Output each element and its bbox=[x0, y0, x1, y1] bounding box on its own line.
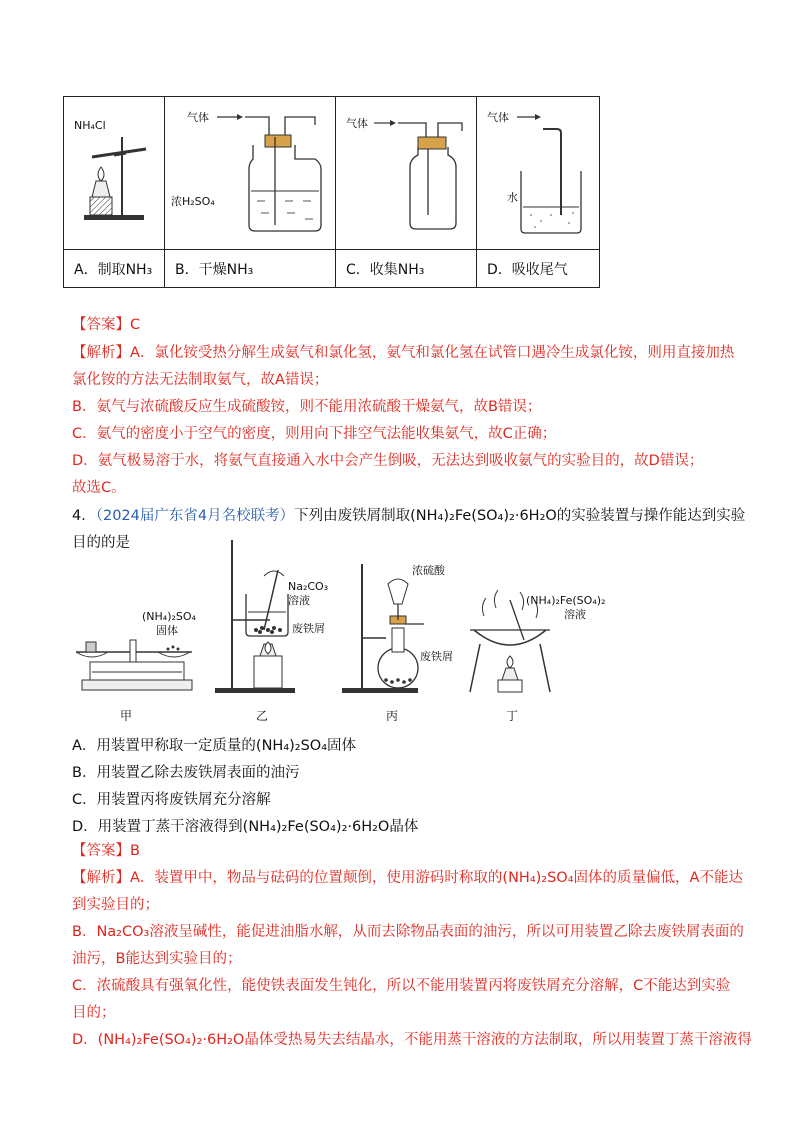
bing-scrap-label: 废铁屑 bbox=[420, 650, 453, 663]
gas-label-c: 气体 bbox=[346, 117, 368, 130]
jia-caption: 甲 bbox=[120, 709, 133, 723]
ding-salt-label: (NH₄)₂Fe(SO₄)₂ bbox=[526, 594, 606, 607]
cell-c-figure bbox=[336, 97, 477, 250]
beaker-heating-figure bbox=[215, 540, 328, 723]
yi-scrap-label: 废铁屑 bbox=[292, 622, 325, 635]
ding-caption: 丁 bbox=[506, 709, 519, 723]
jia-solid-label: 固体 bbox=[156, 624, 178, 637]
yi-solution-label: 溶液 bbox=[288, 594, 310, 607]
q4-stem-text: 下列由废铁屑制取(NH₄)₂Fe(SO₄)₂·6H₂O的实验装置与操作能达到实验 bbox=[294, 508, 746, 524]
q4-option-a: A．用装置甲称取一定质量的(NH₄)₂SO₄固体 bbox=[72, 738, 357, 754]
caption-c: C．收集NH₃ bbox=[336, 250, 477, 288]
q4-analysis-line-7: D．(NH₄)₂Fe(SO₄)₂·6H₂O晶体受热易失去结晶水，不能用蒸干溶液的方法制取，所以用装置丁蒸干溶液得 bbox=[72, 1032, 752, 1048]
jia-salt-label: (NH₄)₂SO₄ bbox=[142, 610, 196, 623]
q4-option-b: B．用装置乙除去废铁屑表面的油污 bbox=[72, 765, 300, 781]
q4-option-c: C．用装置丙将废铁屑充分溶解 bbox=[72, 792, 271, 808]
q4-analysis-line-3: B．Na₂CO₃溶液呈碱性，能促进油脂水解，从而去除物品表面的油污，所以可用装置乙除去废铁屑表面的 bbox=[72, 924, 744, 940]
cell-b-figure bbox=[165, 97, 336, 250]
caption-b: B．干燥NH₃ bbox=[165, 250, 336, 288]
q4-analysis-line-6: 目的； bbox=[72, 1005, 116, 1021]
ding-solution-label: 溶液 bbox=[564, 608, 586, 621]
q4-number: 4． bbox=[72, 508, 96, 524]
evaporating-dish-figure bbox=[470, 590, 605, 723]
q4-apparatus-figure bbox=[70, 520, 630, 725]
q3-analysis-line-6: 故选C。 bbox=[72, 480, 126, 496]
water-label: 水 bbox=[507, 191, 518, 204]
q4-option-d: D．用装置丁蒸干溶液得到(NH₄)₂Fe(SO₄)₂·6H₂O晶体 bbox=[72, 819, 419, 835]
yi-caption: 乙 bbox=[256, 709, 269, 723]
caption-a: A．制取NH₃ bbox=[64, 250, 165, 288]
q4-source: （2024届广东省4月名校联考） bbox=[95, 508, 295, 524]
q3-analysis-line-5: D．氨气极易溶于水，将氨气直接通入水中会产生倒吸，无法达到吸收氨气的实验目的，故D错误； bbox=[72, 453, 704, 469]
q4-analysis-line-4: 油污，B能达到实验目的； bbox=[72, 951, 242, 967]
flask-funnel-figure bbox=[342, 563, 453, 723]
q4-stem-line-2: 目的的是 bbox=[72, 535, 130, 551]
q3-analysis-line-2: 氯化铵的方法无法制取氨气，故A错误； bbox=[72, 372, 329, 388]
q3-analysis-line-4: C．氨气的密度小于空气的密度，则用向下排空气法能收集氨气，故C正确； bbox=[72, 426, 557, 442]
bing-acid-label: 浓硫酸 bbox=[412, 564, 445, 577]
q3-analysis-line-3: B．氨气与浓硫酸反应生成硫酸铵，则不能用浓硫酸干燥氨气，故B错误； bbox=[72, 399, 542, 415]
q4-answer: 【答案】B bbox=[72, 843, 140, 859]
caption-d: D．吸收尾气 bbox=[477, 250, 600, 288]
q3-analysis-line-1: 【解析】A．氯化铵受热分解生成氨气和氯化氢，氨气和氯化氢在试管口遇冷生成氯化铵，则用直接加热 bbox=[72, 345, 735, 361]
cell-a-figure bbox=[64, 97, 165, 250]
balance-figure bbox=[76, 610, 197, 723]
q4-analysis-line-1: 【解析】A．装置甲中，物品与砝码的位置颠倒，使用游码时称取的(NH₄)₂SO₄固体的质量偏低，A不能达 bbox=[72, 870, 743, 886]
bing-caption: 丙 bbox=[386, 709, 399, 723]
cell-d-figure bbox=[477, 97, 600, 250]
q4-analysis-line-5: C．浓硫酸具有强氧化性，能使铁表面发生钝化，所以不能用装置丙将废铁屑充分溶解，C不能达到实验 bbox=[72, 978, 731, 994]
gas-label-b: 气体 bbox=[187, 111, 209, 124]
conc-h2so4-label: 浓H₂SO₄ bbox=[171, 195, 215, 208]
gas-label-d: 气体 bbox=[487, 111, 509, 124]
nh4cl-label: NH₄Cl bbox=[74, 119, 106, 132]
q4-analysis-line-2: 到实验目的； bbox=[72, 897, 159, 913]
yi-reagent-label: Na₂CO₃ bbox=[288, 580, 329, 593]
apparatus-table bbox=[63, 96, 600, 288]
q3-answer: 【答案】C bbox=[72, 317, 141, 333]
